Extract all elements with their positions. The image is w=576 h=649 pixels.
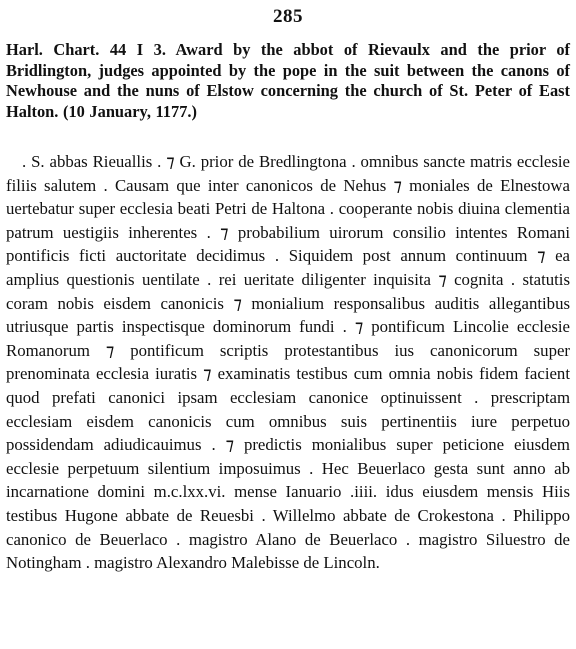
page-number: 285 <box>273 6 303 27</box>
charter-body-text: . S. abbas Rieuallis . ⁊ G. prior de Bredlingtona . omnibus sancte matris ecclesie filiis salutem . Causam que inter canonicos de Nehus ⁊ moniales de Elnestowa uertebatur super ecclesia beati Petri de Haltona . cooperante nobis diuina clementia patrum uestigiis inherentes . ⁊ probabilium uirorum consilio intentes Romani pontificis ficti auctoritate decidimus . Siquidem post annum continuum ⁊ ea amplius questionis uentilate . rei ueritate diligenter inquisita ⁊ cognita . statutis coram nobis eisdem canonicis ⁊ monialium responsalibus auditis allegantibus utriusque partis inspectisque dominorum fundi . ⁊ pontificum Lincolie ecclesie Romanorum ⁊ pontificum scriptis protestantibus ius canonicorum super prenominata ecclesia iuratis ⁊ examinatis testibus cum omnia nobis fidem facient quod prefati canonici ipsam ecclesiam canonice optinuissent . prescriptam ecclesiam eisdem canonicis cum omnibus suis pertinentiis iure perpetuo possidendam adiudicauimus . ⁊ predictis monialibus super peticione eiusdem ecclesie perpetuum silentium imposuimus . Hec Beuerlaco gesta sunt anno ab incarnatione domini m.c.lxx.vi. mense Ianuario .iiii. idus eiusdem mensis Hiis testibus Hugone abbate de Reuesbi . Willelmo abbate de Crokestona . Philippo canonico de Beuerlaco . magistro Alano de Beuerlaco . magistro Siluestro de Notingham . magistro Alexandro Malebisse de Lincoln. <box>6 152 570 573</box>
charter-date: (10 January, 1177.) <box>62 101 197 121</box>
charter-heading <box>6 40 570 122</box>
charter-heading-text: Harl. Chart. 44 I 3. Award by the abbot of Rievaulx and the prior of Bridlington, judges appointed by the pope in the suit between the canons of Newhouse and the nuns of Elstow concerning the church of St. Peter of East Halton. <box>6 40 570 121</box>
